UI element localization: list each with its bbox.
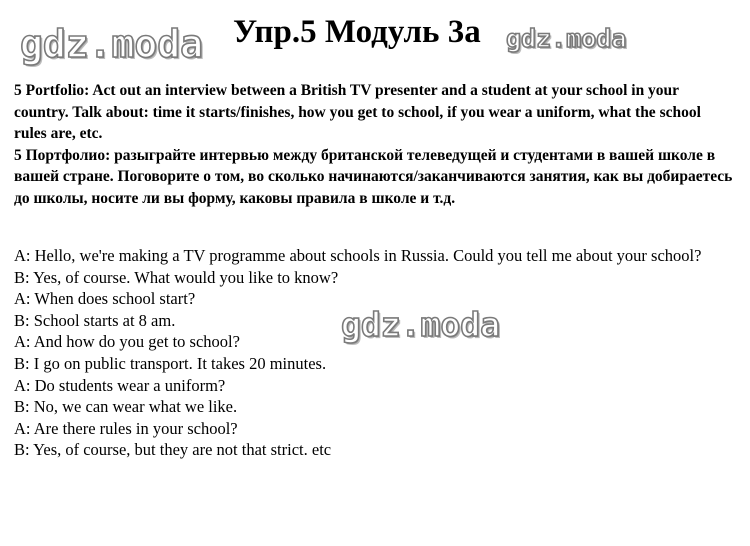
dialogue-line: A: And how do you get to school? [14,332,240,352]
dialogue-line: A: When does school start? [14,289,196,309]
watermark-left: gdz.moda [20,22,204,66]
dialogue-line: B: No, we can wear what we like. [14,397,238,417]
task-section [14,80,736,210]
dialogue-line: B: Yes, of course, but they are not that strict. etc [14,440,332,460]
dialogue-line: A: Hello, we're making a TV programme about schools in Russia. Could you tell me about your school? [14,246,702,265]
dialogue-line: B: I go on public transport. It takes 20 minutes. [14,353,327,373]
dialogue-line: A: Do students wear a uniform? [14,375,226,395]
dialogue-line: B: School starts at 8 am. [14,310,176,330]
dialogue-line: B: Yes, of course. What would you like to know? [14,267,339,287]
page-title: Упр.5 Модуль 3а [233,14,481,50]
watermark-right: gdz.moda [506,24,627,53]
task-english: 5 Portfolio: Act out an interview between a British TV presenter and a student at your school in your country. Talk about: time it starts/finishes, how you get to school, if you wear a uniform, what the school rules are, etc. [14,82,701,143]
dialogue-line: A: Are there rules in your school? [14,418,238,438]
task-russian: 5 Портфолио: разыграйте интервью между британской телеведущей и студентами в вашей школе в вашей стране. Поговорите о том, во сколько начинаются/заканчиваются занятия, как вы добираетесь до школы, носите ли вы форму, каковы правила в школе и т.д. [14,146,733,207]
dialogue-section [14,245,739,461]
watermark-middle: gdz.moda [341,305,500,344]
